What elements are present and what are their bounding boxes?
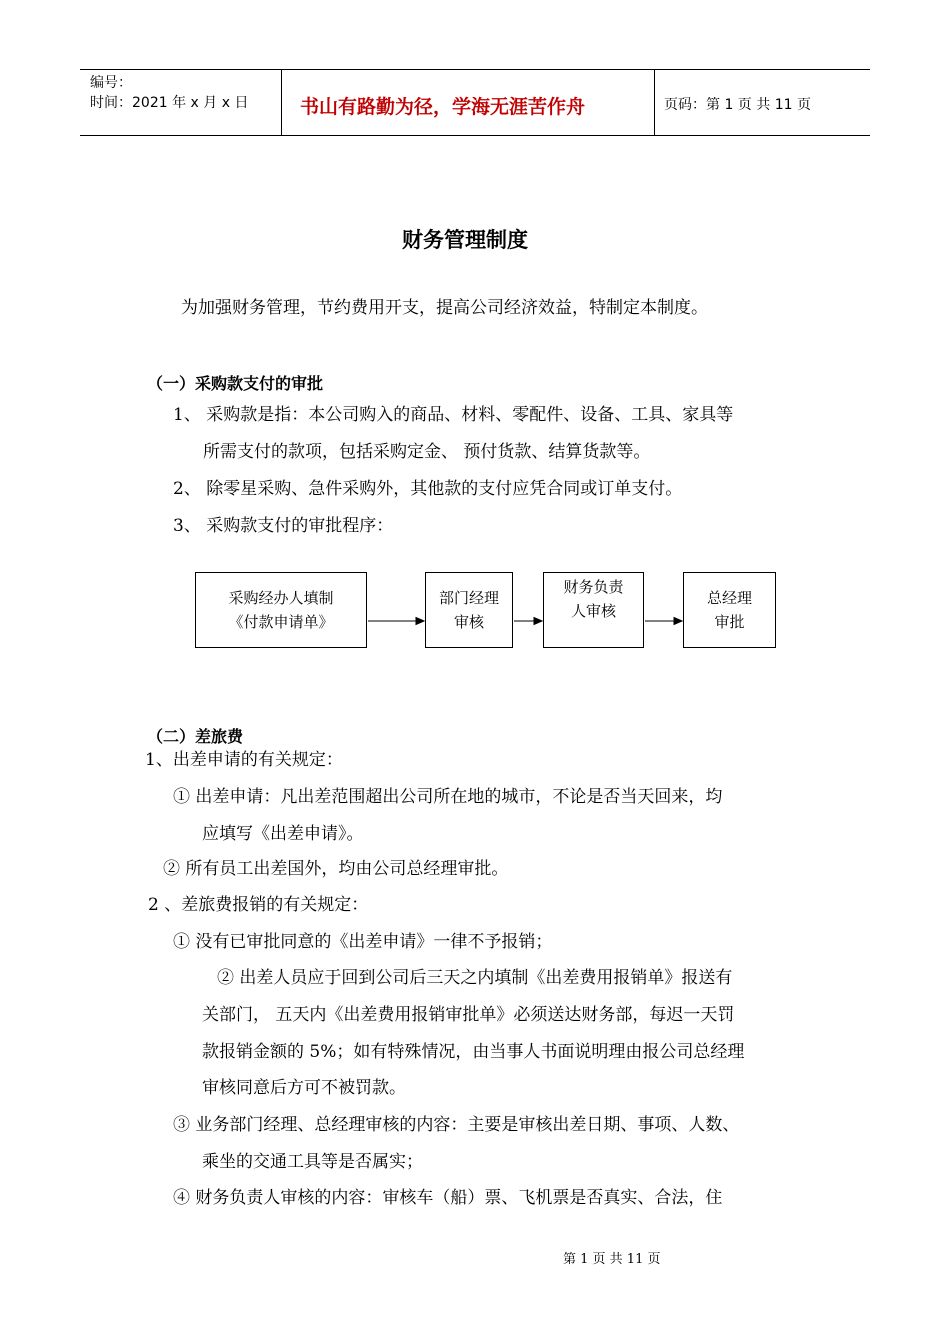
section2-sub1-item1-line2: 应填写《出差申请》。 (202, 824, 364, 844)
flow-arrow-1-head (416, 618, 424, 625)
flow-step1-line1: 采购经办人填制 (228, 589, 334, 607)
section2-sub2-item2-line4: 审核同意后方可不被罚款。 (202, 1078, 406, 1098)
flow-arrow-3-head (674, 618, 682, 625)
section2-sub2-item1: ① 没有已审批同意的《出差申请》一律不予报销； (173, 932, 553, 952)
section2-sub2-item3-line2: 乘坐的交通工具等是否属实； (202, 1152, 423, 1172)
flow-step2-line2: 审核 (453, 613, 484, 631)
section2-sub2-item2-line2: 关部门， 五天内《出差费用报销审批单》必须送达财务部，每迟一天罚 (202, 1005, 735, 1025)
section1-heading: （一）采购款支付的审批 (147, 374, 324, 393)
section2-sub2-item4: ④ 财务负责人审核的内容：审核车（船）票、飞机票是否真实、合法，住 (173, 1188, 723, 1208)
flow-step4-line1: 总经理 (706, 589, 752, 607)
document-title: 财务管理制度 (402, 228, 528, 252)
section2-heading: （二）差旅费 (147, 727, 244, 746)
section1-item3: 3、 采购款支付的审批程序： (173, 516, 394, 536)
section2-sub2: 2 、差旅费报销的有关规定： (148, 895, 369, 915)
flow-step4-line2: 审批 (714, 613, 745, 631)
flow-arrow-2-head (534, 618, 542, 625)
section2-sub2-item2-line3: 款报销金额的 5%；如有特殊情况，由当事人书面说明理由报公司总经理 (202, 1042, 745, 1062)
section1-item1-line1: 1、 采购款是指：本公司购入的商品、材料、零配件、设备、工具、家具等 (173, 405, 734, 425)
section1-item2: 2、 除零星采购、急件采购外，其他款的支付应凭合同或订单支付。 (173, 479, 683, 499)
page-footer: 第 1 页 共 11 页 (563, 1252, 661, 1267)
header-date-label: 时间：2021 年 x 月 x 日 (90, 95, 249, 111)
flow-step1-line2: 《付款申请单》 (228, 613, 334, 631)
section2-sub1-item2: ② 所有员工出差国外，均由公司总经理审批。 (163, 859, 509, 879)
header-number-label: 编号： (90, 75, 132, 91)
section2-sub1: 1、出差申请的有关规定： (145, 750, 343, 770)
header-motto: 书山有路勤为径，学海无涯苦作舟 (300, 96, 586, 118)
section2-sub2-item3-line1: ③ 业务部门经理、总经理审核的内容：主要是审核出差日期、事项、人数、 (173, 1115, 740, 1135)
section1-item1-line2: 所需支付的款项，包括采购定金、 预付货款、结算货款等。 (203, 442, 651, 462)
flow-step3-line1: 财务负责 (563, 578, 624, 596)
intro-paragraph: 为加强财务管理，节约费用开支，提高公司经济效益，特制定本制度。 (181, 298, 708, 318)
flow-step2-line1: 部门经理 (438, 589, 499, 607)
flow-step3-line2: 人审核 (570, 602, 616, 620)
header-page-info: 页码：第 1 页 共 11 页 (664, 97, 811, 113)
section2-sub1-item1-line1: ① 出差申请：凡出差范围超出公司所在地的城市，不论是否当天回来，均 (173, 787, 723, 807)
section2-sub2-item2-line1: ② 出差人员应于回到公司后三天之内填制《出差费用报销单》报送有 (217, 968, 733, 988)
